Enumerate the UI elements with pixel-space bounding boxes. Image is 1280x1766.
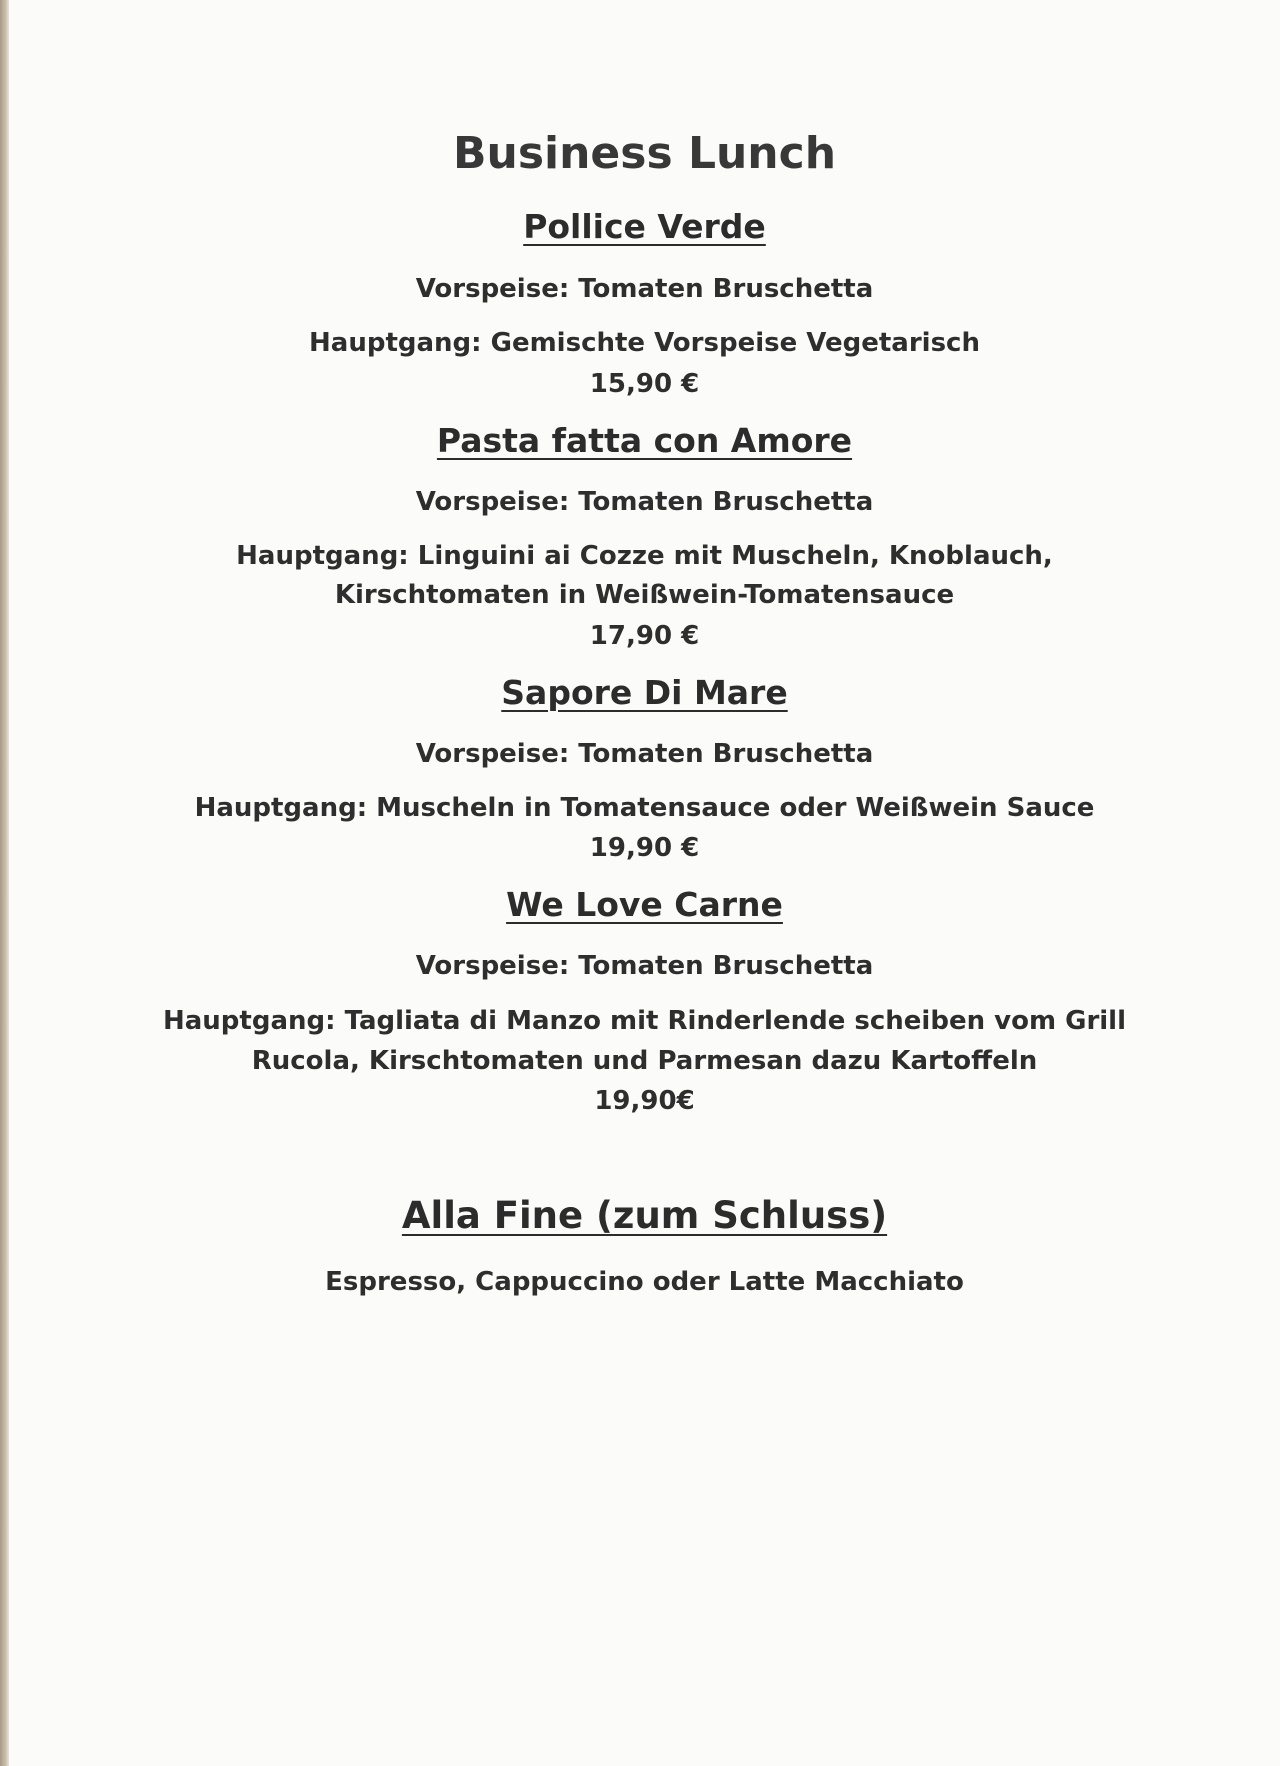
- menu-title: Pasta fatta con Amore: [436, 421, 853, 460]
- starter-line: Vorspeise: Tomaten Bruschetta: [415, 739, 874, 769]
- price: 15,90 €: [589, 369, 700, 399]
- main-course-line: Hauptgang: Muscheln in Tomatensauce oder Weißwein Sauce: [194, 793, 1095, 823]
- price: 17,90 €: [589, 621, 700, 651]
- starter-line: Vorspeise: Tomaten Bruschetta: [415, 274, 874, 304]
- page-title: Business Lunch: [452, 128, 837, 179]
- price: 19,90€: [594, 1086, 695, 1116]
- starter-line: Vorspeise: Tomaten Bruschetta: [415, 487, 874, 517]
- main-course-line: Hauptgang: Linguini ai Cozze mit Muscheln, Knoblauch,: [236, 541, 1053, 571]
- starter-line: Vorspeise: Tomaten Bruschetta: [415, 951, 874, 981]
- main-course-line: Rucola, Kirschtomaten und Parmesan dazu Kartoffeln: [251, 1046, 1038, 1076]
- closing-title: Alla Fine (zum Schluss): [401, 1194, 888, 1237]
- menu-title: Pollice Verde: [523, 207, 766, 246]
- menu-title: We Love Carne: [506, 885, 783, 924]
- menu-sheet: [9, 0, 1280, 1766]
- closing-text: Espresso, Cappuccino oder Latte Macchiato: [325, 1267, 964, 1297]
- price: 19,90 €: [589, 833, 700, 863]
- menu-title: Sapore Di Mare: [501, 673, 788, 712]
- main-course-line: Hauptgang: Tagliata di Manzo mit Rinderlende scheiben vom Grill: [162, 1006, 1126, 1036]
- table-edge: [0, 0, 9, 1766]
- main-course-line: Kirschtomaten in Weißwein-Tomatensauce: [334, 580, 955, 610]
- main-course-line: Hauptgang: Gemischte Vorspeise Vegetarisch: [309, 328, 980, 358]
